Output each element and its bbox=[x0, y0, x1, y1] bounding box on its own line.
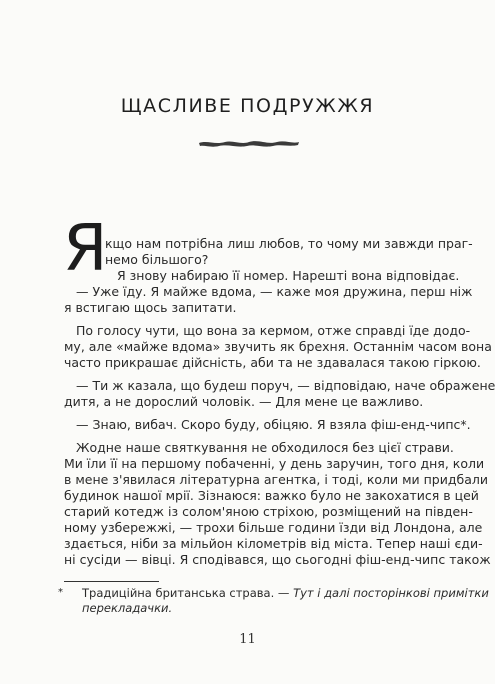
body-line: — Ти ж казала, що будеш поруч, — відповідаю, наче ображене bbox=[76, 378, 495, 393]
body-line: дитя, а не дорослий чоловік. — Для мене це важливо. bbox=[64, 394, 424, 409]
body-line: Я знову набираю її номер. Нарешті вона відповідає. bbox=[117, 268, 460, 283]
footnote-line bbox=[82, 601, 172, 616]
body-line: будинок нашої мрії. Зізнаюся: важко було не закохатися в цей bbox=[64, 488, 479, 503]
body-line: Ми їли її на першому побаченні, у день заручин, того дня, коли bbox=[64, 456, 485, 471]
body-line: я встигаю щось запитати. bbox=[64, 300, 237, 315]
body-line: — Знаю, вибач. Скоро буду, обіцяю. Я взяла фіш-енд-чипс*. bbox=[76, 417, 471, 432]
footnote-italic: Тут і далі посторінкові примітки bbox=[293, 586, 489, 600]
body-line: му, але «майже вдома» звучить як брехня. Останнім часом вона bbox=[64, 339, 492, 354]
body-line: немо більшого? bbox=[105, 252, 209, 267]
footnote-italic-cont: перекладачки. bbox=[82, 601, 173, 615]
body-line: здається, ніби за мільйон кілометрів від міста. Тепер наші єди- bbox=[64, 536, 483, 551]
body-line: ному узбережжі, — трохи більше години їзди від Лондона, але bbox=[64, 520, 483, 535]
footnote-marker: * bbox=[58, 587, 63, 598]
footnote-line bbox=[82, 586, 489, 601]
body-line: ні сусіди — вівці. Я сподівався, що сьогодні фіш-енд-чипс також bbox=[64, 552, 491, 567]
body-line: старий котедж із солом'яною стріхою, розміщений на півден- bbox=[64, 504, 473, 519]
footnote-divider bbox=[64, 581, 159, 582]
body-line: По голосу чути, що вона за кермом, отже справді їде додо- bbox=[76, 323, 471, 338]
body-line: Жодне наше святкування не обходилося без цієї страви. bbox=[76, 440, 454, 455]
drop-cap: Я bbox=[63, 212, 108, 286]
chapter-title: ЩАСЛИВЕ ПОДРУЖЖЯ bbox=[120, 95, 375, 117]
body-line: — Уже їду. Я майже вдома, — каже моя дружина, перш ніж bbox=[76, 284, 473, 299]
footnote-text: Традиційна британська страва. — bbox=[82, 586, 290, 600]
body-line: кщо нам потрібна лиш любов, то чому ми завжди праг- bbox=[105, 236, 473, 251]
body-line: в мене з'явилася літературна агентка, і тоді, коли ми придбали bbox=[64, 472, 488, 487]
body-line: часто прикрашає дійсність, аби та не здавалася такою гіркою. bbox=[64, 355, 481, 370]
page-number: 11 bbox=[239, 632, 256, 647]
title-ornament bbox=[197, 137, 301, 149]
